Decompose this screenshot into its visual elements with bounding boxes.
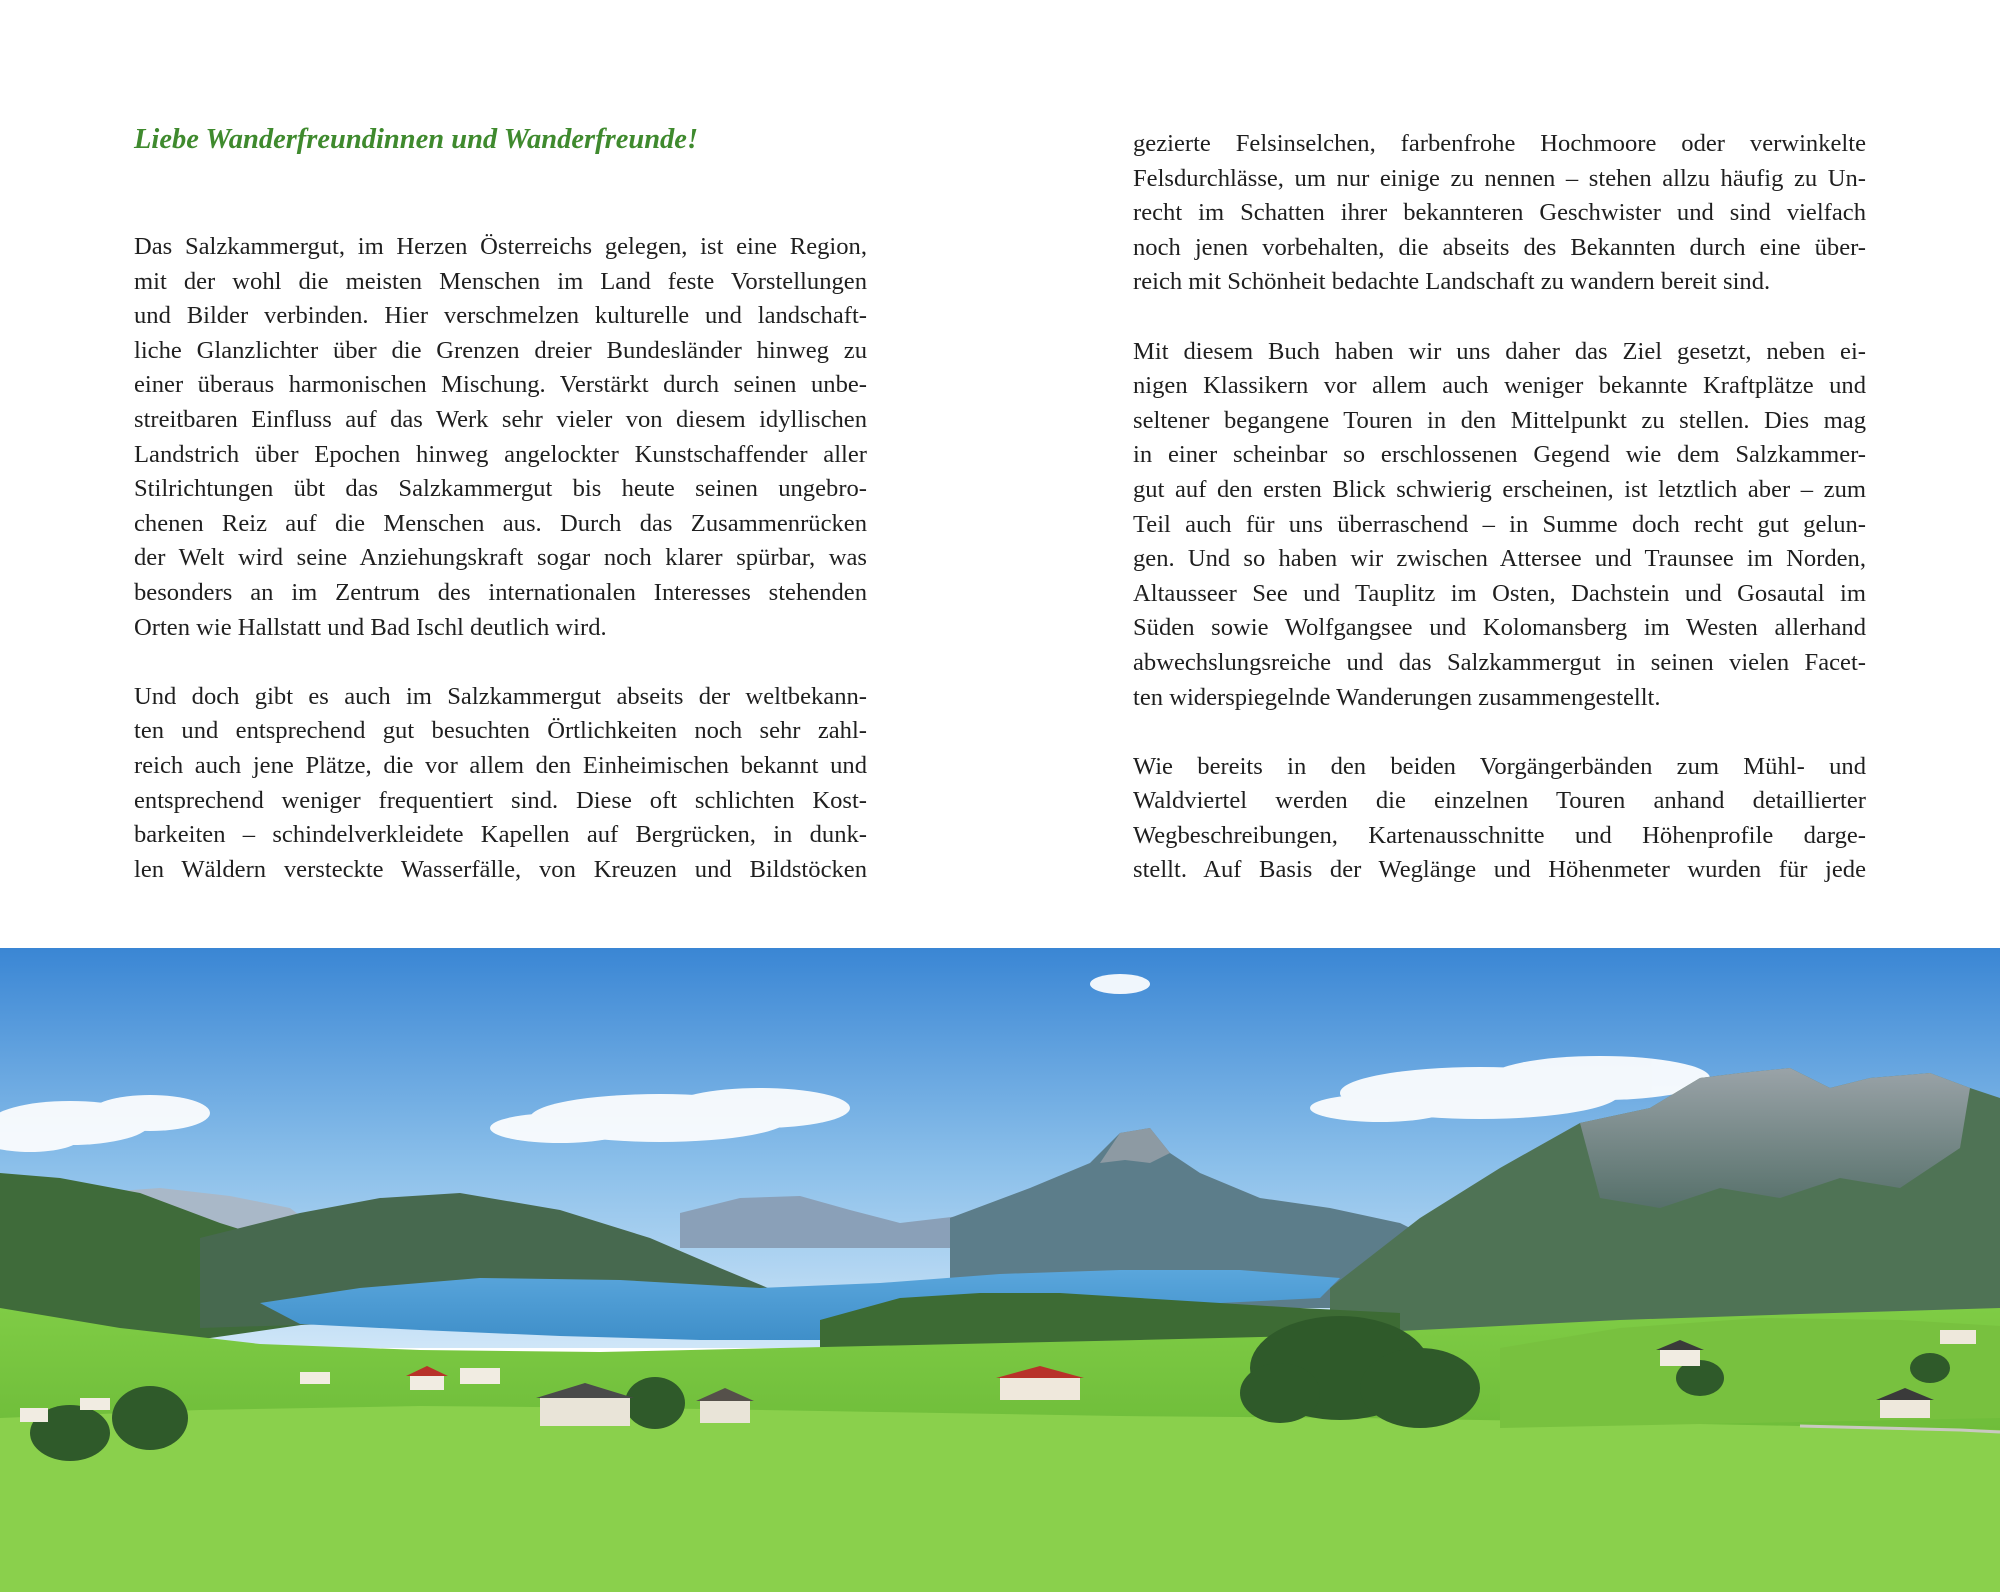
text-line: seltener begangene Touren in den Mittelpunkt zu stellen. Dies mag	[1133, 406, 1866, 434]
text-line: gezierte Felsinselchen, farbenfrohe Hochmoore oder verwinkelte	[1133, 130, 1866, 157]
left-paragraph-2	[134, 680, 867, 888]
text-line: len Wäldern versteckte Wasserfälle, von Kreuzen und Bildstöcken	[134, 855, 867, 883]
text-line: liche Glanzlichter über die Grenzen dreier Bundesländer hinweg zu	[134, 336, 867, 364]
text-line: mit der wohl die meisten Menschen im Land feste Vorstellungen	[134, 267, 867, 295]
text-line: besonders an im Zentrum des internationalen Interesses stehenden	[134, 578, 867, 606]
text-line: Das Salzkammergut, im Herzen Österreichs gelegen, ist eine Region,	[134, 233, 867, 260]
paragraph-gap	[134, 645, 867, 680]
left-paragraph-1	[134, 230, 867, 645]
text-line: in einer scheinbar so erschlossenen Gegend wie dem Salzkammer-	[1133, 441, 1866, 469]
paragraph-gap	[1133, 715, 1866, 750]
right-paragraph-3	[1133, 750, 1866, 888]
text-line: Mit diesem Buch haben wir uns daher das Ziel gesetzt, neben ei-	[1133, 337, 1866, 365]
text-line: barkeiten – schindelverkleidete Kapellen auf Bergrücken, in dunk-	[134, 821, 867, 849]
text-line: stellt. Auf Basis der Weglänge und Höhenmeter wurden für jede	[1133, 856, 1866, 884]
page-heading: Liebe Wanderfreundinnen und Wanderfreunde!	[134, 124, 699, 155]
text-line: reich auch jene Plätze, die vor allem den Einheimischen bekannt und	[134, 751, 867, 779]
text-line: und Bilder verbinden. Hier verschmelzen kulturelle und landschaft-	[134, 302, 867, 330]
text-line: Wegbeschreibungen, Kartenausschnitte und Höhenprofile darge-	[1133, 821, 1866, 849]
text-line: Teil auch für uns überraschend – in Summe doch recht gut gelun-	[1133, 510, 1866, 538]
text-line: Orten wie Hallstatt und Bad Ischl deutlich wird.	[134, 613, 607, 641]
text-line: gen. Und so haben wir zwischen Attersee und Traunsee im Norden,	[1133, 545, 1866, 573]
text-line: abwechslungsreiche und das Salzkammergut in seinen vielen Facet-	[1133, 648, 1866, 676]
text-line: der Welt wird seine Anziehungskraft sogar noch klarer spürbar, was	[134, 544, 867, 572]
text-line: Und doch gibt es auch im Salzkammergut abseits der weltbekann-	[134, 682, 867, 710]
text-line: recht im Schatten ihrer bekannteren Geschwister und sind vielfach	[1133, 199, 1866, 227]
text-line: Süden sowie Wolfgangsee und Kolomansberg im Westen allerhand	[1133, 614, 1866, 642]
left-text-column	[134, 230, 867, 887]
text-line: Stilrichtungen übt das Salzkammergut bis heute seinen ungebro-	[134, 475, 867, 503]
text-line: Wie bereits in den beiden Vorgängerbänden zum Mühl- und	[1133, 752, 1866, 780]
text-line: Altausseer See und Tauplitz im Osten, Dachstein und Gosautal im	[1133, 579, 1866, 607]
paragraph-gap	[1133, 300, 1866, 335]
text-line: ten widerspiegelnde Wanderungen zusammengestellt.	[1133, 683, 1661, 711]
landscape-photo	[0, 948, 2000, 1592]
text-line: gut auf den ersten Blick schwierig erscheinen, ist letztlich aber – zum	[1133, 475, 1866, 503]
text-line: ten und entsprechend gut besuchten Örtlichkeiten noch sehr zahl-	[134, 717, 867, 745]
text-line: einer überaus harmonischen Mischung. Verstärkt durch seinen unbe-	[134, 371, 867, 399]
text-line: Felsdurchlässe, um nur einige zu nennen – stehen allzu häufig zu Un-	[1133, 164, 1866, 192]
text-line: noch jenen vorbehalten, die abseits des Bekannten durch eine über-	[1133, 233, 1866, 261]
text-line: entsprechend weniger frequentiert sind. Diese oft schlichten Kost-	[134, 786, 867, 814]
foreground-meadow	[0, 1406, 2000, 1592]
text-line: nigen Klassikern vor allem auch weniger bekannte Kraftplätze und	[1133, 372, 1866, 400]
text-line: streitbaren Einfluss auf das Werk sehr vieler von diesem idyllischen	[134, 405, 867, 433]
right-text-column	[1133, 127, 1866, 888]
text-line: chenen Reiz auf die Menschen aus. Durch das Zusammenrücken	[134, 509, 867, 537]
right-paragraph-1	[1133, 127, 1866, 300]
right-paragraph-2	[1133, 335, 1866, 716]
text-line: reich mit Schönheit bedachte Landschaft zu wandern bereit sind.	[1133, 268, 1771, 296]
text-line: Waldviertel werden die einzelnen Touren anhand detaillierter	[1133, 787, 1866, 815]
text-line: Landstrich über Epochen hinweg angelockter Kunstschaffender aller	[134, 440, 867, 468]
